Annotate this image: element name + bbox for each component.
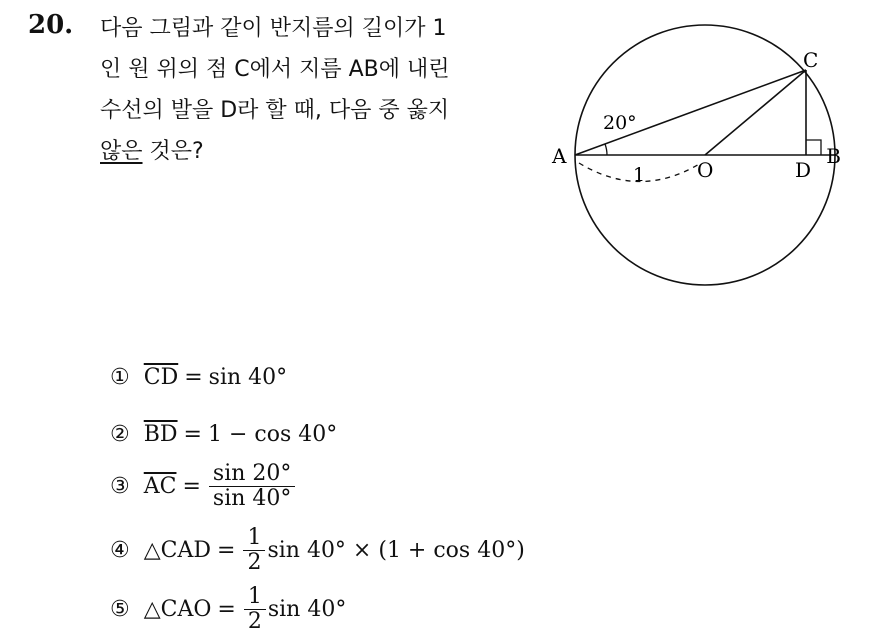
fraction-numerator: 1 [247, 584, 262, 609]
equals-sign: = [182, 474, 201, 500]
choice-number: ② [110, 422, 130, 447]
choice-5 [110, 585, 346, 634]
choice-lhs: $\overline{AC}$ [143, 474, 177, 500]
angle-arc [605, 144, 607, 155]
question-line: 인 원 위의 점 C에서 지름 AB에 내린 [100, 57, 450, 82]
choice-lhs: △CAD [143, 538, 212, 564]
segment-oc [705, 70, 806, 155]
right-angle-mark [806, 140, 821, 155]
equals-sign: = [217, 538, 236, 564]
circle-diagram [545, 5, 845, 295]
choice-rhs: sin 40° [208, 365, 288, 390]
choice-number: ④ [110, 538, 130, 564]
question-line: 수선의 발을 D라 할 때, 다음 중 옳지 [100, 98, 450, 123]
choice-2 [110, 422, 337, 447]
equals-sign: = [184, 365, 203, 390]
angle-label: 20° [603, 112, 637, 134]
question-number: 20. [28, 10, 74, 40]
choice-lhs: $\overline{BD}$ [143, 422, 178, 447]
choice-rhs: sin 40° × (1 + cos 40°) [267, 538, 525, 564]
fraction-numerator: 1 [247, 525, 262, 550]
question-text [100, 8, 540, 172]
equals-sign: = [217, 597, 236, 623]
fraction-numerator: sin 20° [212, 461, 292, 486]
choice-number: ③ [110, 474, 130, 500]
label-b: B [826, 144, 841, 168]
question-line: 다음 그림과 같이 반지름의 길이가 1 [100, 16, 447, 41]
fraction [245, 526, 263, 575]
label-o: O [697, 158, 714, 182]
choice-rhs: 1 − cos 40° [207, 422, 338, 447]
label-a: A [552, 144, 567, 168]
equals-sign: = [183, 422, 202, 447]
fraction [211, 462, 293, 511]
question-tail: 것은? [142, 139, 204, 164]
question-line-last [100, 131, 540, 172]
choice-4 [110, 526, 525, 575]
choice-3 [110, 462, 297, 511]
choice-1 [110, 365, 287, 390]
choice-rhs: sin 40° [267, 597, 347, 623]
choice-number: ① [110, 365, 130, 390]
choice-lhs: $\overline{CD}$ [143, 365, 179, 390]
choice-lhs: △CAO [143, 597, 212, 623]
fraction-denominator: 2 [247, 609, 262, 635]
fraction [246, 585, 264, 634]
underlined-word: 않은 [100, 139, 143, 164]
radius-label: 1 [633, 164, 646, 186]
label-d: D [795, 158, 812, 182]
fraction-denominator: 2 [247, 550, 262, 576]
choice-number: ⑤ [110, 597, 130, 623]
label-c: C [803, 48, 819, 72]
fraction-denominator: sin 40° [212, 486, 292, 512]
